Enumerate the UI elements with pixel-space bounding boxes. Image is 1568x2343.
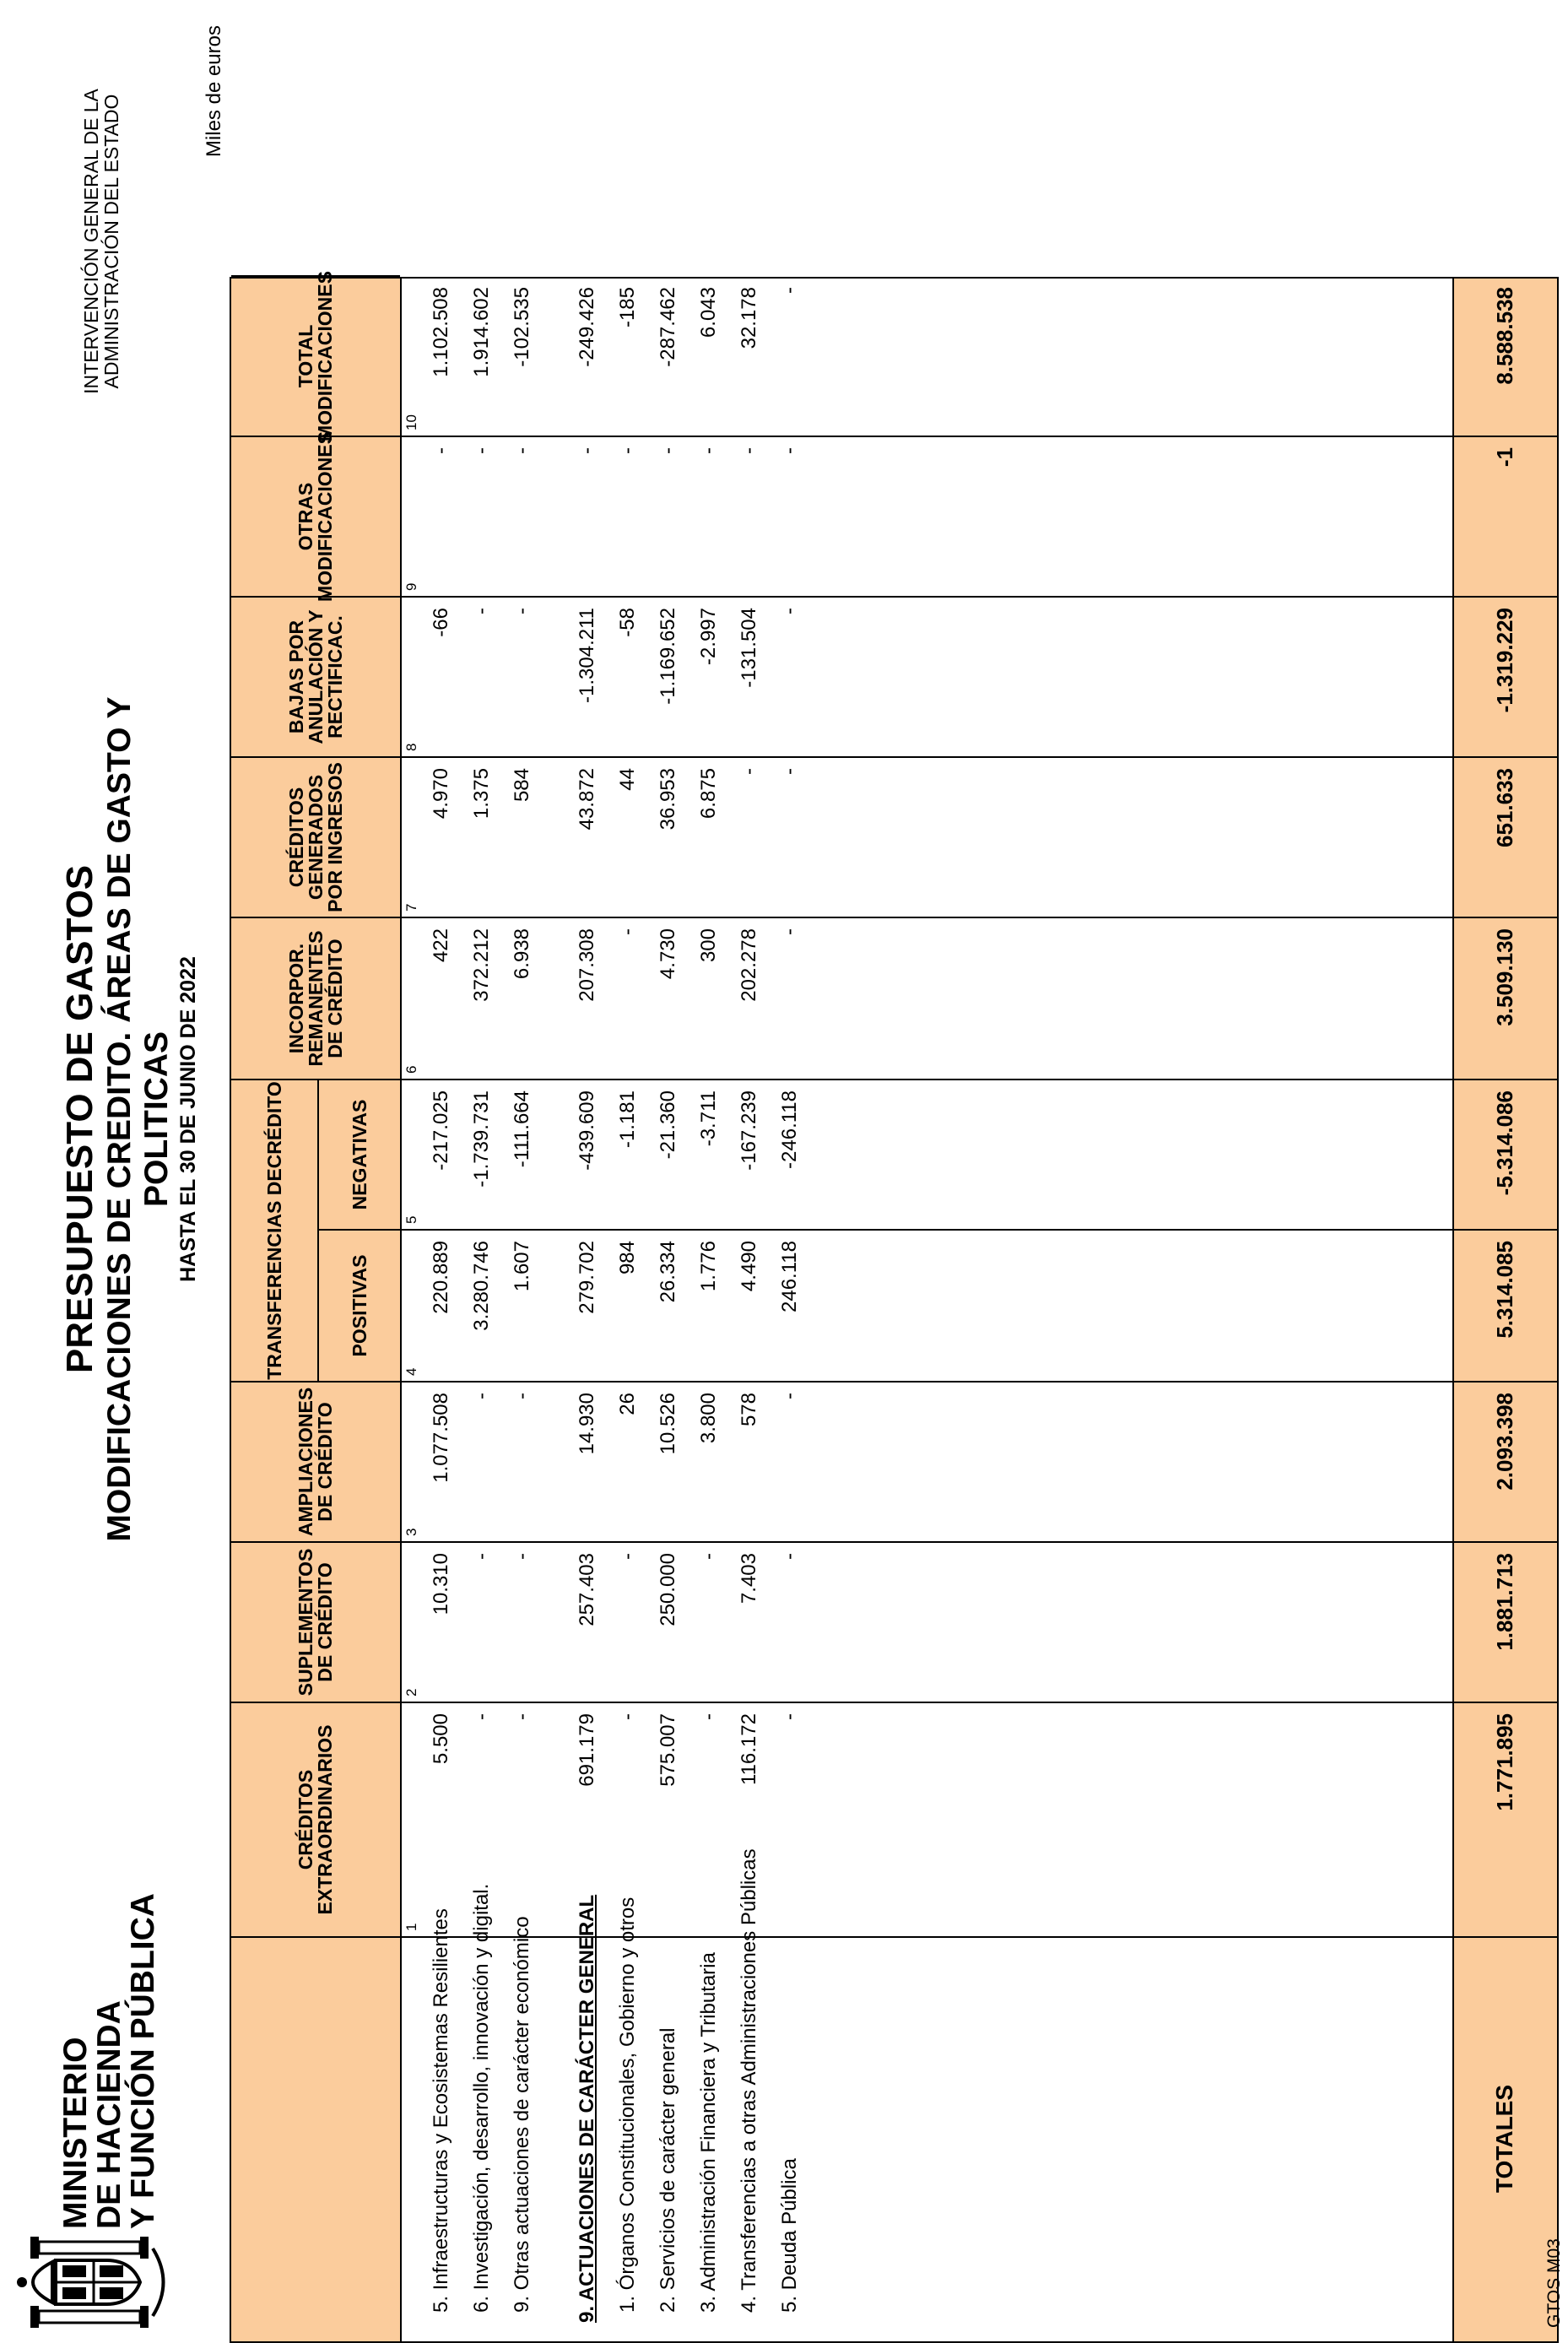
value-cell: - [697, 1553, 720, 1560]
row-label: 1. Órganos Constitucionales, Gobierno y otros [616, 1897, 639, 2313]
column-divider [1452, 1381, 1557, 1383]
value-cell: 250.000 [657, 1553, 679, 1626]
value-cell: - [616, 1553, 639, 1560]
value-cell: 202.278 [738, 928, 760, 1002]
value-cell: - [470, 608, 493, 614]
column-divider [1452, 1936, 1557, 1938]
value-cell: 26 [616, 1393, 639, 1415]
column-number: 2 [403, 1688, 419, 1696]
value-cell: 4.490 [738, 1241, 760, 1292]
header-text: CRÉDITOS [295, 1769, 316, 1870]
value-cell: 1.102.508 [430, 287, 452, 377]
value-cell: -1.169.652 [657, 608, 679, 705]
header-label-cell [231, 1936, 400, 2341]
value-cell: - [430, 447, 452, 454]
column-divider [402, 596, 1452, 598]
header-text: TRANSFERENCIAS DE [262, 1168, 285, 1380]
footer-code: GTOS M03 [1544, 2238, 1564, 2328]
column-divider [402, 1702, 1452, 1703]
header-text: RECTIFICAC. [323, 615, 346, 739]
value-cell: 3.800 [697, 1393, 720, 1444]
header-text: SUPLEMENTOS [295, 1548, 316, 1696]
value-cell: - [778, 447, 801, 454]
column-divider [402, 1936, 1452, 1938]
column-number: 1 [403, 1923, 419, 1931]
column-divider [402, 1381, 1452, 1383]
value-cell: 3.280.746 [470, 1241, 493, 1331]
value-cell: - [576, 447, 598, 454]
value-cell: 36.953 [657, 768, 679, 831]
value-cell: - [616, 1713, 639, 1720]
value-cell: 5.500 [430, 1713, 452, 1765]
totals-label: TOTALES [1491, 2084, 1517, 2194]
value-cell: 422 [430, 928, 452, 963]
value-cell: -249.426 [576, 287, 598, 367]
col-header-transferencias [231, 1079, 319, 1381]
col-header-ampliaciones [231, 1381, 400, 1541]
header-text: TOTAL [295, 324, 316, 388]
totals-cell: -5.314.086 [1491, 1090, 1517, 1196]
row-label: 5. Infraestructuras y Ecosistemas Resilientes [430, 1908, 452, 2313]
value-cell: -1.739.731 [470, 1090, 493, 1188]
value-cell: -185 [616, 287, 639, 328]
value-cell: -21.360 [657, 1090, 679, 1160]
col-header-creditos-extraordinarios [231, 1702, 400, 1936]
value-cell: - [778, 1393, 801, 1399]
header-text: AMPLIACIONES [295, 1387, 316, 1537]
header-text: REMANENTES [304, 930, 327, 1067]
value-cell: 372.212 [470, 928, 493, 1002]
value-cell: - [697, 1713, 720, 1720]
value-cell: 578 [738, 1393, 760, 1427]
col-header-negativas: NEGATIVAS [319, 1079, 400, 1229]
column-divider [402, 756, 1452, 758]
header-text: DE CRÉDITO [323, 939, 346, 1058]
totals-cell: 3.509.130 [1491, 928, 1517, 1026]
value-cell: - [697, 447, 720, 454]
value-cell: 1.607 [511, 1241, 533, 1292]
value-cell: 4.730 [657, 928, 679, 980]
row-label: 9. Otras actuaciones de carácter económico [511, 1916, 533, 2313]
row-label: 5. Deuda Pública [778, 2158, 801, 2313]
value-cell: -58 [616, 608, 639, 637]
column-divider [402, 1229, 1452, 1231]
value-cell: 984 [616, 1241, 639, 1275]
value-cell: 207.308 [576, 928, 598, 1002]
header-text: DE CRÉDITO [314, 1402, 336, 1522]
header-text: GENERADOS [304, 774, 327, 901]
value-cell: 1.776 [697, 1241, 720, 1292]
column-divider [402, 917, 1452, 918]
row-label: 9. ACTUACIONES DE CARÁCTER GENERAL [576, 1894, 598, 2323]
value-cell: 1.077.508 [430, 1393, 452, 1483]
value-cell: 6.043 [697, 287, 720, 338]
col-header-positivas: POSITIVAS [319, 1229, 400, 1381]
title-line-2: MODIFICACIONES DE CREDITO. ÁREAS DE GASTO Y POLITICAS [101, 696, 175, 1542]
value-cell: - [511, 1553, 533, 1560]
value-cell: - [778, 1553, 801, 1560]
header-text: EXTRAORDINARIOS [314, 1724, 336, 1915]
value-cell: - [778, 768, 801, 775]
row-label: 2. Servicios de carácter general [657, 2027, 679, 2313]
value-cell: 279.702 [576, 1241, 598, 1314]
value-cell: - [511, 447, 533, 454]
value-cell: 220.889 [430, 1241, 452, 1314]
totals-cell: 2.093.398 [1491, 1393, 1517, 1491]
header-text: MODIFICACIONES [314, 271, 336, 441]
value-cell: 10.310 [430, 1553, 452, 1615]
column-divider [402, 1541, 1452, 1543]
value-cell: - [778, 608, 801, 614]
header-text: POR INGRESOS [323, 762, 346, 912]
value-cell: 10.526 [657, 1393, 679, 1455]
value-cell: 691.179 [576, 1713, 598, 1787]
value-cell: 7.403 [738, 1553, 760, 1604]
title-line-3: HASTA EL 30 DE JUNIO DE 2022 [176, 956, 200, 1282]
value-cell: -131.504 [738, 608, 760, 688]
header-text: BAJAS POR [284, 620, 307, 734]
column-divider [1452, 917, 1557, 918]
value-cell: - [657, 447, 679, 454]
report-title [59, 638, 201, 1600]
value-cell: 584 [511, 768, 533, 803]
value-cell: -66 [430, 608, 452, 637]
header-text: MODIFICACIONES [314, 431, 336, 602]
col-header-generados-ingresos [231, 756, 400, 917]
value-cell: 1.914.602 [470, 287, 493, 377]
value-cell: 32.178 [738, 287, 760, 349]
value-cell: 6.938 [511, 928, 533, 980]
column-divider [1452, 436, 1557, 437]
header-text: DE CRÉDITO [314, 1562, 336, 1682]
column-divider [1452, 1229, 1557, 1231]
col-header-total-modificaciones [231, 271, 400, 441]
value-cell: - [778, 287, 801, 294]
column-divider [1452, 756, 1557, 758]
value-cell: 575.007 [657, 1713, 679, 1787]
value-cell: - [738, 447, 760, 454]
value-cell: - [511, 1713, 533, 1720]
value-cell: -111.664 [511, 1090, 533, 1168]
value-cell: 44 [616, 768, 639, 791]
value-cell: - [470, 447, 493, 454]
modifications-table [230, 271, 1559, 2343]
totals-cell: -1.319.229 [1491, 608, 1517, 713]
column-number: 6 [403, 1065, 419, 1074]
column-number: 3 [403, 1528, 419, 1536]
value-cell: -2.997 [697, 608, 720, 666]
igae-label [81, 22, 122, 461]
header-text: ANULACIÓN Y [304, 609, 327, 744]
value-cell: 4.970 [430, 768, 452, 820]
value-cell: - [470, 1713, 493, 1720]
col-header-suplementos [231, 1541, 400, 1702]
column-divider [1452, 1079, 1557, 1080]
column-number: 5 [403, 1215, 419, 1224]
column-divider [402, 1079, 1452, 1080]
row-label: 4. Transferencias a otras Administraciones Públicas [738, 1848, 760, 2313]
totals-cell: 5.314.085 [1491, 1241, 1517, 1339]
value-cell: -246.118 [778, 1090, 801, 1169]
value-cell: -439.609 [576, 1090, 598, 1171]
value-cell: 43.872 [576, 768, 598, 831]
col-header-incorporacion-remanentes [231, 917, 400, 1079]
column-number: 10 [403, 414, 419, 430]
value-cell: - [511, 1393, 533, 1399]
value-cell: 246.118 [778, 1241, 801, 1312]
totals-cell: 651.633 [1491, 768, 1517, 847]
value-cell: - [470, 1553, 493, 1560]
value-cell: - [778, 1713, 801, 1720]
value-cell: 26.334 [657, 1241, 679, 1303]
value-cell: 257.403 [576, 1553, 598, 1626]
value-cell: 14.930 [576, 1393, 598, 1455]
value-cell: - [738, 768, 760, 775]
header-text: CRÉDITOS [284, 787, 307, 888]
value-cell: - [616, 928, 639, 935]
value-cell: - [616, 447, 639, 454]
value-cell: 1.375 [470, 768, 493, 820]
totals-cell: -1 [1491, 447, 1517, 468]
value-cell: 300 [697, 928, 720, 963]
value-cell: -1.181 [616, 1090, 639, 1149]
column-number: 9 [403, 582, 419, 591]
column-divider [1452, 1541, 1557, 1543]
row-label: 6. Investigación, desarrollo, innovación y digital. [470, 1883, 493, 2313]
igae-line: ADMINISTRACIÓN DEL ESTADO [100, 94, 122, 389]
totals-cell: 1.881.713 [1491, 1553, 1517, 1651]
value-cell: -287.462 [657, 287, 679, 367]
totals-cell: 1.771.895 [1491, 1713, 1517, 1811]
ministry-line: Y FUNCIÓN PÚBLICA [125, 1893, 161, 2229]
col-header-bajas-anulacion [231, 596, 400, 756]
coat-of-arms-icon [5, 2232, 182, 2333]
col-header-otras-modificaciones [231, 431, 400, 602]
value-cell: -217.025 [430, 1090, 452, 1171]
row-label: 3. Administración Financiera y Tributaria [697, 1952, 720, 2313]
igae-line: INTERVENCIÓN GENERAL DE LA [80, 89, 102, 394]
column-number: 8 [403, 743, 419, 751]
value-cell: - [511, 608, 533, 614]
value-cell: -1.304.211 [576, 608, 598, 703]
ministry-name [59, 1875, 160, 2229]
value-cell: -102.535 [511, 287, 533, 367]
value-cell: -167.239 [738, 1090, 760, 1171]
totals-cell: 8.588.538 [1491, 287, 1517, 385]
column-divider [1452, 1702, 1557, 1703]
header-text: OTRAS [295, 482, 316, 551]
title-line-1: PRESUPUESTO DE GASTOS [59, 864, 100, 1374]
header-text: CRÉDITO [262, 1081, 285, 1169]
column-number: 7 [403, 903, 419, 912]
column-divider [402, 436, 1452, 437]
column-number: 4 [403, 1367, 419, 1376]
value-cell: -3.711 [697, 1090, 720, 1147]
ministry-line: MINISTERIO [57, 2037, 94, 2229]
value-cell: - [470, 1393, 493, 1399]
column-divider [1452, 596, 1557, 598]
units-label: Miles de euros [203, 25, 225, 158]
value-cell: 116.172 [738, 1713, 760, 1785]
ministry-line: DE HACIENDA [91, 2000, 127, 2229]
value-cell: - [778, 928, 801, 935]
value-cell: 6.875 [697, 768, 720, 820]
header-text: INCORPOR. [284, 943, 307, 1054]
